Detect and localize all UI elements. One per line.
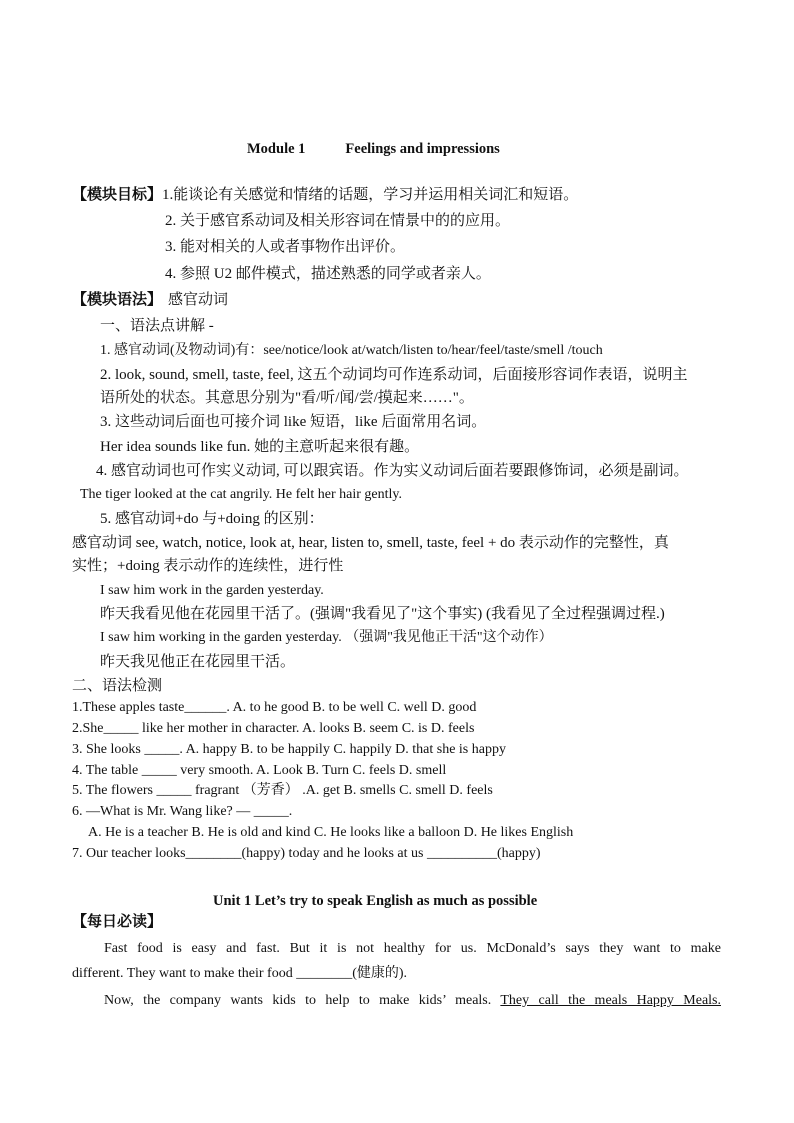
example-2-translation: 昨天我见他正在花园里干活。 xyxy=(100,654,296,670)
example-2: I saw him working in the garden yesterday. （强调"我见他正干活"这个动作） xyxy=(100,630,553,645)
question-1: 1.These apples taste______. A. to he good B. to be well C. well D. good xyxy=(72,700,477,715)
grammar-heading xyxy=(72,291,228,309)
objective-4: 4. 参照 U2 邮件模式，描述熟悉的同学或者亲人。 xyxy=(165,266,491,282)
question-7: 7. Our teacher looks________(happy) today and he looks at us __________(happy) xyxy=(72,846,541,861)
grammar-point-4: 4. 感官动词也可作实义动词, 可以跟宾语。作为实义动词后面若要跟修饰词，必须是副词。 xyxy=(96,463,689,479)
check-heading: 二、语法检测 xyxy=(72,678,163,694)
question-4: 4. The table _____ very smooth. A. Look B. Turn C. feels D. smell xyxy=(72,763,447,778)
module-title-topic: Feelings and impressions xyxy=(345,141,500,157)
grammar-point-2a: 2. look, sound, smell, taste, feel, 这五个动词均可作连系动词，后面接形容词作表语，说明主 xyxy=(100,367,688,383)
grammar-topic: 感官动词 xyxy=(168,292,229,308)
module-title xyxy=(247,140,500,158)
grammar-point-1: 1. 感官动词(及物动词)有：see/notice/look at/watch/listen to/hear/feel/taste/smell /touch xyxy=(100,343,603,358)
reading-line-2: different. They want to make their food ________(健康的). xyxy=(72,966,408,981)
grammar-point-5a: 感官动词 see, watch, notice, look at, hear, listen to, smell, taste, feel + do 表示动作的完整性，真 xyxy=(72,535,669,551)
grammar-label: 【模块语法】 xyxy=(72,292,163,308)
grammar-section-1: 一、语法点讲解 - xyxy=(100,318,214,334)
question-6: 6. —What is Mr. Wang like? — _____. xyxy=(72,804,293,819)
example-1-translation: 昨天我看见他在花园里干活了。(强调"我看见了"这个事实) (我看见了全过程强调过程.) xyxy=(100,606,665,622)
reading-line-1: Fast food is easy and fast. But it is not healthy for us. McDonald’s says they want to make xyxy=(104,941,721,956)
grammar-point-4-example: The tiger looked at the cat angrily. He felt her hair gently. xyxy=(80,487,402,502)
daily-reading-label: 【每日必读】 xyxy=(72,914,163,930)
grammar-point-5: 5. 感官动词+do 与+doing 的区别： xyxy=(100,511,324,527)
grammar-point-3: 3. 这些动词后面也可接介词 like 短语，like 后面常用名词。 xyxy=(100,414,487,430)
reading-line-3-text: Now, the company wants kids to help to make kids’ meals. xyxy=(104,993,501,1008)
example-1: I saw him work in the garden yesterday. xyxy=(100,583,324,598)
grammar-point-2b: 语所处的状态。其意思分别为"看/听/闻/尝/摸起来……"。 xyxy=(100,390,474,406)
objectives-label: 【模块目标】 xyxy=(72,187,163,203)
reading-line-3 xyxy=(104,992,721,1010)
reading-line-3-underlined: They call the meals Happy Meals. xyxy=(500,993,721,1008)
module-title-number: Module 1 xyxy=(247,141,306,157)
objective-1: 1.能谈论有关感觉和情绪的话题，学习并运用相关词汇和短语。 xyxy=(162,187,579,203)
objective-2: 2. 关于感官系动词及相关形容词在情景中的的应用。 xyxy=(165,213,511,229)
objectives-line-1 xyxy=(72,186,578,204)
grammar-point-3-example: Her idea sounds like fun. 她的主意听起来很有趣。 xyxy=(100,439,420,455)
unit-title: Unit 1 Let’s try to speak English as much as possible xyxy=(213,893,538,909)
question-3: 3. She looks _____. A. happy B. to be happily C. happily D. that she is happy xyxy=(72,742,506,757)
objective-3: 3. 能对相关的人或者事物作出评价。 xyxy=(165,239,406,255)
question-5: 5. The flowers _____ fragrant （芳香） .A. get B. smells C. smell D. feels xyxy=(72,783,493,798)
question-2: 2.She_____ like her mother in character. A. looks B. seem C. is D. feels xyxy=(72,721,475,736)
question-6-options: A. He is a teacher B. He is old and kind C. He looks like a balloon D. He likes English xyxy=(88,825,574,840)
grammar-point-5b: 实性；+doing 表示动作的连续性，进行性 xyxy=(72,558,344,574)
